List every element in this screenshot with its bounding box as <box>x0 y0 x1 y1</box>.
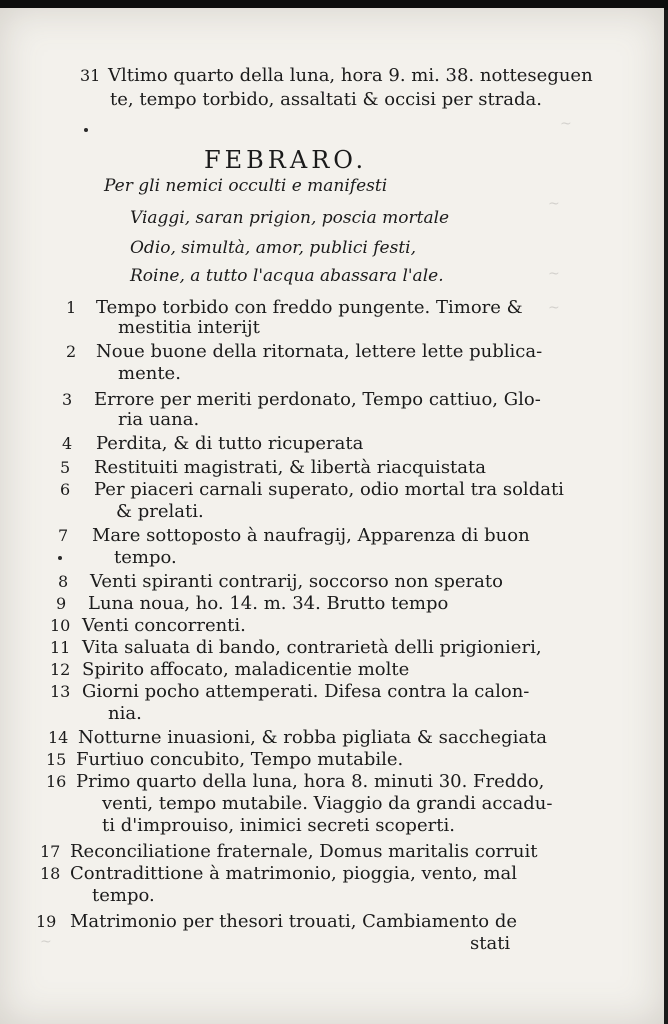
entry-line: tempo. <box>114 547 177 568</box>
ink-dot <box>58 556 62 560</box>
ghost-text: ~ <box>548 300 560 316</box>
entry-line: Per piaceri carnali superato, odio mortal tra soldati <box>94 479 564 500</box>
entry-line: Matrimonio per thesori trouati, Cambiamento de <box>70 911 518 932</box>
entry-number: 15 <box>46 750 67 769</box>
ghost-text: ~ <box>548 266 560 282</box>
entry-line: Contradittione à matrimonio, pioggia, vento, mal <box>70 863 518 884</box>
entry-line: Primo quarto della luna, hora 8. minuti 30. Freddo, <box>76 771 545 792</box>
entry-line: Furtiuo concubito, Tempo mutabile. <box>76 749 404 770</box>
entry-line: mente. <box>118 363 181 384</box>
entry-line: venti, tempo mutabile. Viaggio da grandi accadu- <box>102 793 553 814</box>
entry-number: 16 <box>46 772 67 791</box>
entry-line: Tempo torbido con freddo pungente. Timore & <box>96 297 523 318</box>
entry-number: 4 <box>62 434 73 453</box>
entry-line: Notturne inuasioni, & robba pigliata & sacchegiata <box>78 727 548 748</box>
verse-line: Odio, simultà, amor, publici festi, <box>130 238 416 258</box>
entry-line: Luna noua, ho. 14. m. 34. Brutto tempo <box>88 593 449 614</box>
verse-line: Roine, a tutto l'acqua abassara l'ale. <box>130 266 444 286</box>
page-title: FEBRARO. <box>204 146 368 174</box>
entry-line: tempo. <box>92 885 155 906</box>
entry-line: ria uana. <box>118 409 200 430</box>
entry-number: 8 <box>58 572 69 591</box>
entry-number: 19 <box>36 912 57 931</box>
entry-number: 9 <box>56 594 67 613</box>
book-page <box>0 8 664 1024</box>
entry-line: Spirito affocato, maladicentie molte <box>82 659 410 680</box>
entry-number: 1 <box>66 298 77 317</box>
entry-line: Restituiti magistrati, & libertà riacquistata <box>94 457 486 478</box>
entry-line: stati <box>470 933 511 954</box>
entry-number: 10 <box>50 616 71 635</box>
entry-line: nia. <box>108 703 142 724</box>
entry-number: 14 <box>48 728 69 747</box>
header-line: Vltimo quarto della luna, hora 9. mi. 38. notteseguen <box>108 65 593 86</box>
entry-number: 11 <box>50 638 71 657</box>
entry-number: 7 <box>58 526 69 545</box>
ghost-text: ~ <box>560 116 572 132</box>
entry-number: 6 <box>60 480 71 499</box>
entry-line: Errore per meriti perdonato, Tempo cattiuo, Glo- <box>94 389 541 410</box>
entry-line: Venti concorrenti. <box>82 615 246 636</box>
entry-line: Giorni pocho attemperati. Difesa contra la calon- <box>82 681 530 702</box>
entry-line: Vita saluata di bando, contrarietà delli prigionieri, <box>82 637 542 658</box>
entry-number: 12 <box>50 660 71 679</box>
entry-line: Mare sottoposto à naufragij, Apparenza di buon <box>92 525 530 546</box>
entry-number: 2 <box>66 342 77 361</box>
ink-dot <box>84 128 88 132</box>
entry-line: Venti spiranti contrarij, soccorso non sperato <box>90 571 503 592</box>
entry-line: & prelati. <box>116 501 204 522</box>
verse-line: Viaggi, saran prigion, poscia mortale <box>130 208 450 228</box>
header-line: te, tempo torbido, assaltati & occisi per strada. <box>110 89 542 110</box>
entry-number: 18 <box>40 864 61 883</box>
entry-number: 13 <box>50 682 71 701</box>
entry-line: Reconciliatione fraternale, Domus maritalis corruit <box>70 841 538 862</box>
entry-line: Perdita, & di tutto ricuperata <box>96 433 364 454</box>
entry-number: 5 <box>60 458 71 477</box>
entry-line: Noue buone della ritornata, lettere lette publica- <box>96 341 543 362</box>
verse-line: Per gli nemici occulti e manifesti <box>104 176 388 196</box>
entry-line: mestitia interijt <box>118 317 260 338</box>
ghost-text: ~ <box>548 196 560 212</box>
entry-line: ti d'improuiso, inimici secreti scoperti. <box>102 815 455 836</box>
ghost-text: ~ <box>40 934 52 950</box>
entry-number: 3 <box>62 390 73 409</box>
entry-number: 31 <box>80 66 101 85</box>
entry-number: 17 <box>40 842 61 861</box>
